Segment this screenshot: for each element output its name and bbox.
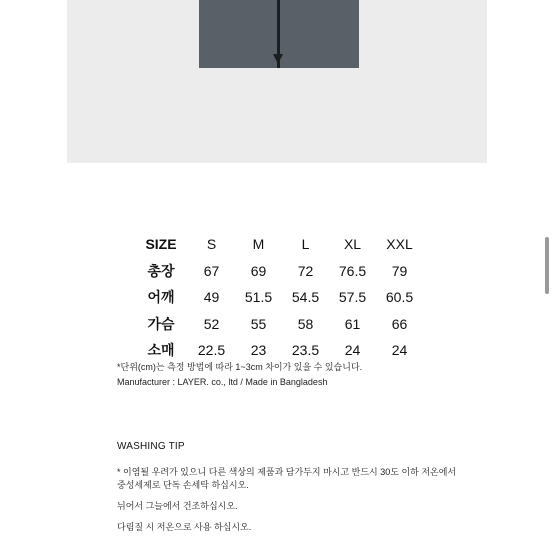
table-cell: 57.5 [338,289,367,306]
table-cell: 49 [203,289,220,306]
manufacturer-note: Manufacturer : LAYER. co., ltd / Made in Bangladesh [117,377,328,387]
table-cell: 66 [391,315,408,332]
table-cell: 22.5 [197,342,226,359]
table-cell: 55 [250,315,267,332]
size-header-s: S [206,236,217,253]
row-label-shoulder: 어깨 [147,289,175,306]
washing-line: * 이염될 우려가 있으니 다른 색상의 제품과 담가두지 마시고 반드시 30도 이하 저온에서 [117,467,457,477]
row-label-chest: 가슴 [147,315,175,332]
drying-instruction: 뉘어서 그늘에서 건조하십시오. [117,501,238,511]
table-cell: 52 [203,315,220,332]
measurement-note: *단위(cm)는 측정 방법에 따라 1~3cm 차이가 있을 수 있습니다. [117,362,363,372]
table-cell: 23 [250,342,267,359]
table-cell: 58 [297,315,314,332]
table-cell: 24 [391,342,408,359]
table-cell: 60.5 [385,289,414,306]
table-cell: 67 [203,262,220,279]
table-cell: 76.5 [338,262,367,279]
size-header-l: L [301,236,310,253]
size-chart-table [134,231,423,364]
table-cell: 54.5 [291,289,320,306]
size-header-m: M [252,236,265,253]
washing-instruction [117,466,456,492]
product-photo [67,0,487,163]
table-row [134,284,423,311]
size-header-xxl: XXL [386,236,413,253]
table-cell: 61 [344,315,361,332]
table-row [134,311,423,338]
size-header-row [134,231,423,258]
washing-line: 중성세제로 단독 손세탁 하십시오. [117,480,249,490]
table-cell: 69 [250,262,267,279]
washing-tip-title: WASHING TIP [117,441,185,452]
size-header-xl: XL [343,236,362,253]
ironing-instruction: 다림질 시 저온으로 사용 하십시오. [117,522,252,532]
table-cell: 72 [297,262,314,279]
jacket-image [199,0,359,68]
row-label-length: 총장 [147,262,175,279]
table-cell: 23.5 [291,342,320,359]
table-cell: 79 [391,262,408,279]
scrollbar-thumb[interactable] [545,237,549,294]
table-row [134,337,423,364]
table-cell: 51.5 [244,289,273,306]
zipper-pull [273,54,283,64]
table-cell: 24 [344,342,361,359]
table-row [134,258,423,285]
size-header-label: SIZE [145,236,177,253]
row-label-sleeve: 소매 [147,342,175,359]
